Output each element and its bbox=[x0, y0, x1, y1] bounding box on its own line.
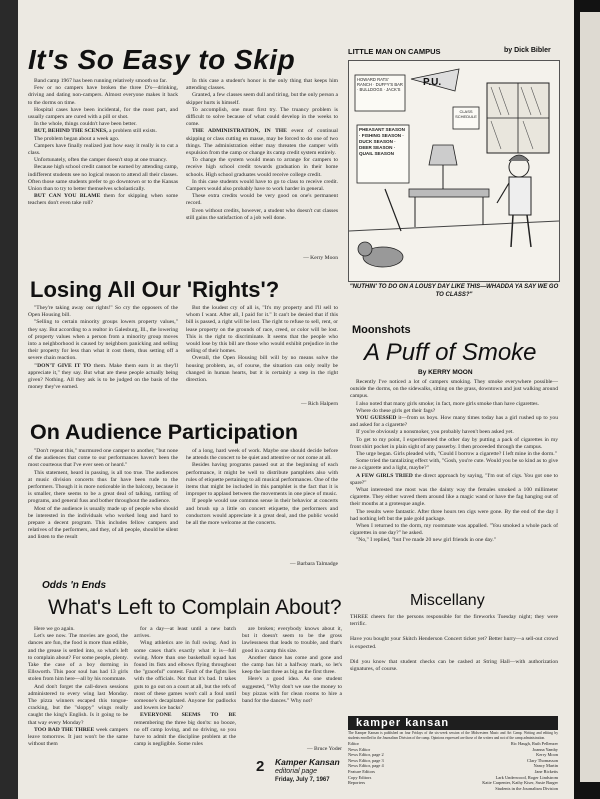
paragraph bbox=[242, 626, 342, 655]
staff-row: News Editor, page 4 Nancy Martin bbox=[348, 763, 558, 769]
complain-kicker: Odds 'n Ends bbox=[42, 580, 107, 591]
paragraph-text: To accomplish, one must first try. The truancy problem is difficult to solve because of what could develop in the weeks to come. bbox=[186, 106, 338, 128]
paragraph-lead: EVERYONE SEEMS TO BE bbox=[140, 712, 236, 719]
staff-row: Reporters Katie Carpenter, Kathy Kiser, Susie Barger bbox=[348, 780, 558, 786]
cartoon-caption: "NUTHIN' TO DO ON A LOUSY DAY LIKE THIS—WHADDA YA SAY WE GO TO CLASS?" bbox=[349, 284, 559, 298]
paragraph bbox=[28, 136, 178, 143]
rights-headline: Losing All Our 'Rights'? bbox=[30, 277, 280, 302]
paragraph-text: Campers have finally realized just how easy it really is to cut a class. bbox=[28, 142, 178, 157]
paragraph bbox=[134, 712, 236, 748]
paragraph-text: In this case students would have to go to class to receive credit. Campers would also probably have to work harder in general. bbox=[186, 178, 338, 193]
paragraph bbox=[28, 363, 178, 392]
paragraph-lead: YOU GUESSED bbox=[356, 415, 397, 422]
paragraph bbox=[186, 305, 338, 355]
folio-date: Friday, July 7, 1967 bbox=[275, 777, 330, 783]
paragraph-lead: BUT CAN YOU BLAME bbox=[34, 193, 101, 200]
paragraph bbox=[186, 448, 338, 462]
skip-headline: It's So Easy to Skip bbox=[28, 44, 296, 75]
paragraph-text: "No," I replied, "but I've made 20 new girl friends in one day." bbox=[356, 537, 497, 544]
paragraph bbox=[28, 506, 178, 542]
paragraph bbox=[242, 655, 342, 677]
paragraph-text: a problem still exists. bbox=[107, 128, 157, 135]
paragraph-text: Wing athletics are in full swing. And in some cases that's exactly what it is—full swing. More than one basketball squad has found its fists and elbows flying throughout the "graceful" contest. Fault of the fights lies with the officials. Not that it's bad. It takes guts to go out on a court at all, but the refs of most of these games won't call a foul until someone's decapitated. Anyone for padlocks and lowers ice backs? bbox=[134, 640, 236, 712]
paragraph bbox=[28, 193, 178, 207]
paragraph-text: Granted, a few classes seem dull and tiring, but the only person a skipper hurts is himself. bbox=[186, 92, 338, 106]
smoke-body bbox=[350, 379, 558, 587]
page-folio bbox=[275, 758, 340, 785]
cartoon-byline: by Dick Bibler bbox=[504, 47, 551, 54]
paragraph-text: Where do these girls get their fags? bbox=[356, 407, 436, 414]
paragraph bbox=[28, 157, 178, 164]
misc-headline: Miscellany bbox=[410, 592, 485, 609]
paragraph bbox=[186, 92, 338, 106]
paragraph-text: Because high school credit cannot be earned by attending camp, indifferent students see no logical reason to attend all their classes. Often those same students prefer to go downtown or to the Kansas Union than to try to better themselves scholastically. bbox=[28, 164, 178, 193]
paragraph bbox=[186, 208, 338, 222]
paragraph bbox=[186, 462, 338, 498]
complain-headline: What's Left to Complain About? bbox=[48, 596, 342, 619]
paragraph bbox=[186, 107, 338, 129]
masthead-title: kamper kansan bbox=[348, 716, 558, 730]
paragraph-text: Few or no campers have broken the three D's—drinking, driving and dating non-campers. Almost everyone makes it back to the dorms on time. bbox=[28, 85, 178, 106]
paragraph bbox=[28, 107, 178, 121]
paragraph bbox=[186, 179, 338, 193]
paragraph-lead: "DON'T GIVE IT TO bbox=[34, 362, 91, 369]
paragraph bbox=[134, 626, 236, 640]
masthead-staff bbox=[348, 741, 558, 791]
misc-body bbox=[350, 614, 558, 712]
paragraph-lead: BUT, BEHIND THE SCENES, bbox=[34, 128, 108, 135]
paragraph bbox=[350, 437, 558, 451]
paragraph-text: Here we go again. bbox=[34, 626, 75, 632]
paragraph-lead: A FEW GIRLS TRIED bbox=[356, 472, 413, 479]
paragraph-text: Most of the audience is usually made up of people who should be interested in the individuals who worked long and hard to prepare a decent program. This includes fellow campers and relatives of the performers, and they, of all people, should be silent and listen to the result bbox=[28, 505, 178, 541]
rights-col-2 bbox=[186, 305, 338, 401]
rights-signature: — Rich Halpern bbox=[301, 401, 338, 407]
svg-text:P.U.: P.U. bbox=[423, 77, 442, 88]
paragraph-text: What interested me most was the dainty way the females smoked a 100 millimeter cigarette. They either waved them around like a magic wand or have the fag hanging out of their mouths at a grotesque angle. bbox=[350, 487, 558, 508]
adjacent-page-edge bbox=[574, 0, 600, 799]
paragraph-text: Recently I've noticed a lot of campers smoking. They smoke everywhere possible—outside the dorms, on the sidewalks, sitting on the grass, downtown and just walking around campus. bbox=[350, 379, 558, 400]
skip-signature: — Kerry Moon bbox=[303, 255, 338, 261]
audience-col-2 bbox=[186, 448, 338, 560]
masthead-blurb: The Kamper Kansan is published on four Fridays of the six-week session of the Midwestern Music and Art Camp. Writing and editing by students enrolled in the Journalism Division of the camp. Opinions expressed are those of the writers and not of the camp administration. bbox=[348, 731, 558, 740]
paragraph-text: Hospital cases have been incidental, for the most part, and usually campers are cured with a pill or shot. bbox=[28, 106, 178, 121]
cartoon-strip-title: LITTLE MAN ON CAMPUS bbox=[348, 47, 441, 56]
staff-row: News Editor, page 2 Kerry Moon bbox=[348, 752, 558, 758]
paragraph bbox=[28, 626, 128, 633]
paragraph-text: I also noted that many girls smoke; in fact, more girls smoke than have cigarettes. bbox=[356, 400, 539, 407]
paragraph-text: for a day—at least until a new batch arrives. bbox=[134, 626, 236, 640]
paragraph-text: If people would use common sense in their behavior at concerts and brush up a little on concert etiquette, the performers and conductors would appreciate it a great deal, and the public would be all the more welcome at the concerts. bbox=[186, 498, 338, 527]
folio-section: editorial page bbox=[275, 768, 318, 775]
complain-col-1 bbox=[28, 626, 128, 792]
staff-row: News Editor, page 3 Clary Thomasson bbox=[348, 757, 558, 763]
paragraph bbox=[28, 121, 178, 128]
paragraph bbox=[28, 470, 178, 506]
paragraph-text: week campers leave tomorrow. It just won't be the same without them bbox=[28, 726, 128, 748]
paragraph bbox=[28, 143, 178, 157]
paragraph bbox=[28, 633, 128, 683]
paragraph bbox=[350, 537, 558, 544]
staff-row: Editor Ric Haugh, Ruth Pellenzer bbox=[348, 741, 558, 746]
skip-col-1 bbox=[28, 78, 178, 263]
staff-row: Feature Editors Jane Ricketts bbox=[348, 768, 558, 774]
newspaper-page bbox=[18, 0, 574, 799]
paragraph-text: Some tried the tantalizing effect with, "Gosh, you're cute. Would you be so kind as to give me a cigarette and a light, maybe?" bbox=[350, 458, 558, 472]
paragraph-text: Overall, the Open Housing bill will by no means solve the housing problem, as, of course, the situation can only really be changed in human hearts, but it is certainly a step in the right direction. bbox=[186, 355, 338, 384]
paragraph bbox=[242, 676, 342, 705]
paragraph-text: remembering the three big don'ts: no booze, no off camp loving, and no driving, so you have to admit the discipline problem at the camp is negligible. Some rules bbox=[134, 719, 236, 748]
paragraph-text: In the whole, things couldn't have been better. bbox=[34, 121, 137, 128]
paragraph bbox=[350, 509, 558, 523]
folio-paper-name: Kamper Kansan bbox=[275, 757, 340, 767]
smoke-headline: A Puff of Smoke bbox=[364, 339, 537, 366]
paragraph bbox=[350, 415, 558, 429]
paragraph-text: If you're obviously a nonsmoker, you probably haven't been asked yet. bbox=[356, 429, 514, 436]
staff-row: News Editor Joanna Yamby bbox=[348, 746, 558, 752]
paragraph-lead: TOO BAD THE THREE bbox=[34, 726, 95, 733]
paragraph-text: the direct approach by saying, "I'm out of cigs. You got one to spare?" bbox=[350, 472, 558, 486]
audience-headline: On Audience Participation bbox=[30, 420, 298, 444]
paragraph bbox=[28, 684, 128, 727]
smoke-kicker: Moonshots bbox=[352, 324, 411, 336]
paragraph bbox=[350, 429, 558, 436]
paragraph-text: Another dance has come and gone and the camp has hit a halfway mark, so let's keep the last three as big as the first three. bbox=[242, 654, 342, 676]
complain-col-2 bbox=[134, 626, 236, 792]
paragraph-text: The problem began about a week ago. bbox=[34, 135, 120, 142]
paragraph bbox=[28, 85, 178, 107]
paragraph-text: But the loudest cry of all is, "It's my property and I'll sell to whom I want. After all, I paid for it." It can't be denied that if this bill is passed, a right will be lost. The right to refuse to sell, rent, or lease property on the grounds of race, creed, or color will be lost. This is the right to discriminate. It seems that the people who would lose by this bill are those who would exhibit prejudice in the selling of their homes. bbox=[186, 305, 338, 355]
paragraph bbox=[350, 458, 558, 472]
paragraph-text: The urge began. Girls pleaded with, "Could I borrow a cigarette? I left mine in the dorm." bbox=[356, 451, 557, 458]
paragraph-text: Band camp 1967 has been running relatively smooth so far. bbox=[34, 78, 167, 84]
paragraph bbox=[350, 473, 558, 487]
paragraph-text: "Don't repeat this," murmured one camper to another, "but none of the audiences that come to our performances haven't been the most courteous that I've ever seen or heard." bbox=[28, 448, 178, 469]
paragraph bbox=[186, 193, 338, 207]
paragraph bbox=[28, 164, 178, 193]
paragraph-text: event of continual skipping or class cutting en masse, may be forced to do one of two things. The administration either may threaten the camper with expulsion from the camp or change its camp credit system entirely. bbox=[186, 128, 338, 157]
paragraph-text: When I returned to the dorm, my roommate was appalled. "You smoked a whole pack of cigarettes in one day?" he asked. bbox=[350, 523, 558, 537]
paragraph bbox=[186, 78, 338, 92]
audience-signature: — Barbara Talmadge bbox=[290, 561, 338, 567]
paragraph-text: The results were fantastic. After three hours ten cigs were gone. By the end of the day I had nothing left but the pale gold package. bbox=[350, 508, 558, 522]
complain-col-3 bbox=[242, 626, 342, 746]
paragraph-text: Besides having programs passed out at the beginning of each performance, it might be well to distribute pamphlets also with rules of etiquette pertaining to all musical performances. One of the items that might be included in this pamphlet is the fact that it is improper to applaud between the movements in one piece of music. bbox=[186, 462, 338, 498]
misc-item-1: THREE cheers for the persons responsible for the fireworks Tuesday night; they were terrific. bbox=[350, 614, 558, 628]
paragraph bbox=[350, 487, 558, 509]
misc-item-2: Have you bought your Skitch Henderson Concert ticket yet? Better hurry—a sell-out crowd is expected. bbox=[350, 636, 558, 650]
staff-row: Copy Editors Lark Underwood, Roger Lindstrom bbox=[348, 774, 558, 780]
paragraph-text: These extra credits would be very good on one's permanent record. bbox=[186, 193, 338, 207]
paragraph bbox=[350, 401, 558, 408]
paragraph-text: it—from us boys. How many times today has a girl rushed up to you and asked for a cigarette? bbox=[350, 415, 558, 429]
paragraph bbox=[28, 448, 178, 470]
rights-col-1 bbox=[28, 305, 178, 409]
paragraph bbox=[186, 157, 338, 179]
paragraph-text: In this case a student's honor is the only thing that keeps him attending classes. bbox=[186, 78, 338, 92]
paragraph bbox=[186, 128, 338, 157]
page-number: 2 bbox=[256, 758, 265, 775]
paragraph-text: Here's a good idea. As one student suggested, "Why don't we use the money to buy pizzas with for clean rooms to hire a band for the dances." Why not? bbox=[242, 676, 342, 705]
paragraph bbox=[134, 640, 236, 712]
paragraph-text: This statement, heard in passing, is all too true. The audiences at music division concerts thus far have been rude to the performers. Though it is more noticeable in the balcony, because it is smaller, there seems to be a great deal of talking, rattling of programs, and general fuss and bother throughout the audience. bbox=[28, 469, 178, 505]
paragraph bbox=[28, 319, 178, 362]
cartoon-drawing bbox=[348, 60, 560, 282]
paragraph-text: To change the system would mean to arrange for campers to receive high school credit towards graduation in their home schools. High school graduates would receive college credit. bbox=[186, 157, 338, 178]
paragraph-text: them. Make them earn it as they'll appreciate it," they say. But what are these people actually being given? Nothing. All they ask is to be judged on the basis of the money they've earned. bbox=[28, 362, 178, 391]
paragraph-lead: THE ADMINISTRATION, IN THE bbox=[192, 128, 287, 135]
complain-signature: — Bruce Yoder bbox=[307, 746, 342, 752]
audience-col-1 bbox=[28, 448, 178, 572]
paragraph bbox=[28, 78, 178, 85]
misc-item-3: Did you know that student checks can be cashed at String Hall—with authorization signatures, of course. bbox=[350, 658, 558, 673]
staff-row: Students in the Journalism Division bbox=[495, 785, 558, 791]
paragraph bbox=[186, 355, 338, 384]
paragraph-text: of a long, hard week of work. Maybe one should decide before he attends the concert to be quiet and attentive or not come at all. bbox=[186, 448, 338, 462]
paragraph bbox=[28, 128, 178, 135]
paragraph-text: Unfortunately, often the camper doesn't stop at one truancy. bbox=[34, 157, 168, 164]
paragraph bbox=[28, 305, 178, 319]
paragraph bbox=[350, 408, 558, 415]
paragraph-text: To get to my point, I experimented the other day by putting a pack of cigarettes in my front shirt pocket in plain sight of any passerby. I then proceeded through the campus. bbox=[350, 436, 558, 450]
paragraph-text: "Selling to certain minority groups lowers property values," they say. But according to a realtor in Galesburg, Ill., the lowering of property values when a person from a minority group moves into a neighborhood is caused by neighbors panicking and selling their property for less than what it cost them, thus setting off a severe chain reaction. bbox=[28, 319, 178, 362]
skip-col-2 bbox=[186, 78, 338, 254]
paragraph-text: them for skipping when some teachers don't even take roll? bbox=[28, 193, 178, 207]
paragraph bbox=[28, 727, 128, 749]
paragraph bbox=[186, 498, 338, 527]
cartoon-illustration: P.U. HOWARD RATS' RANCH · DUFFY'S BAR · BULLDOGS · JACK'S PHEASANT SEASON · FISHING SEASON · DUCK SEASON · DEER SEASON · QUAIL SEASON CLASS SCHEDULE bbox=[349, 61, 559, 281]
paragraph-text: "They're taking away our rights!" So cry the opposers of the Open Housing bill. bbox=[28, 305, 178, 319]
paragraph-text: Even without credits, however, a student who doesn't cut classes still gains the satisfaction of a job well done. bbox=[186, 207, 338, 221]
smoke-byline: By KERRY MOON bbox=[418, 369, 473, 376]
paragraph-text: And don't forget the call-down sessions administered to every wing last Monday. The pizza winners escaped this tongue-cracking, but the "sloppy" wings really caught the king's English. Is it going to be that way every Monday? bbox=[28, 683, 128, 726]
paragraph bbox=[350, 379, 558, 401]
paragraph bbox=[350, 523, 558, 537]
paragraph-text: Let's see now. The movies are good, the dances are fun, the food is more than edible, and the grease is settled into, so what's left to complain about? For some people, plenty. Take the case of a boy dorming in Ellsworth. This poor soul has had 13 girls stolen from him here—all by his roommate. bbox=[28, 633, 128, 683]
paragraph-text: are broken; everybody knows about it, but it doesn't seem to be the gross lawlessness that leads to trouble, and that's good in a camp this size. bbox=[242, 626, 342, 654]
